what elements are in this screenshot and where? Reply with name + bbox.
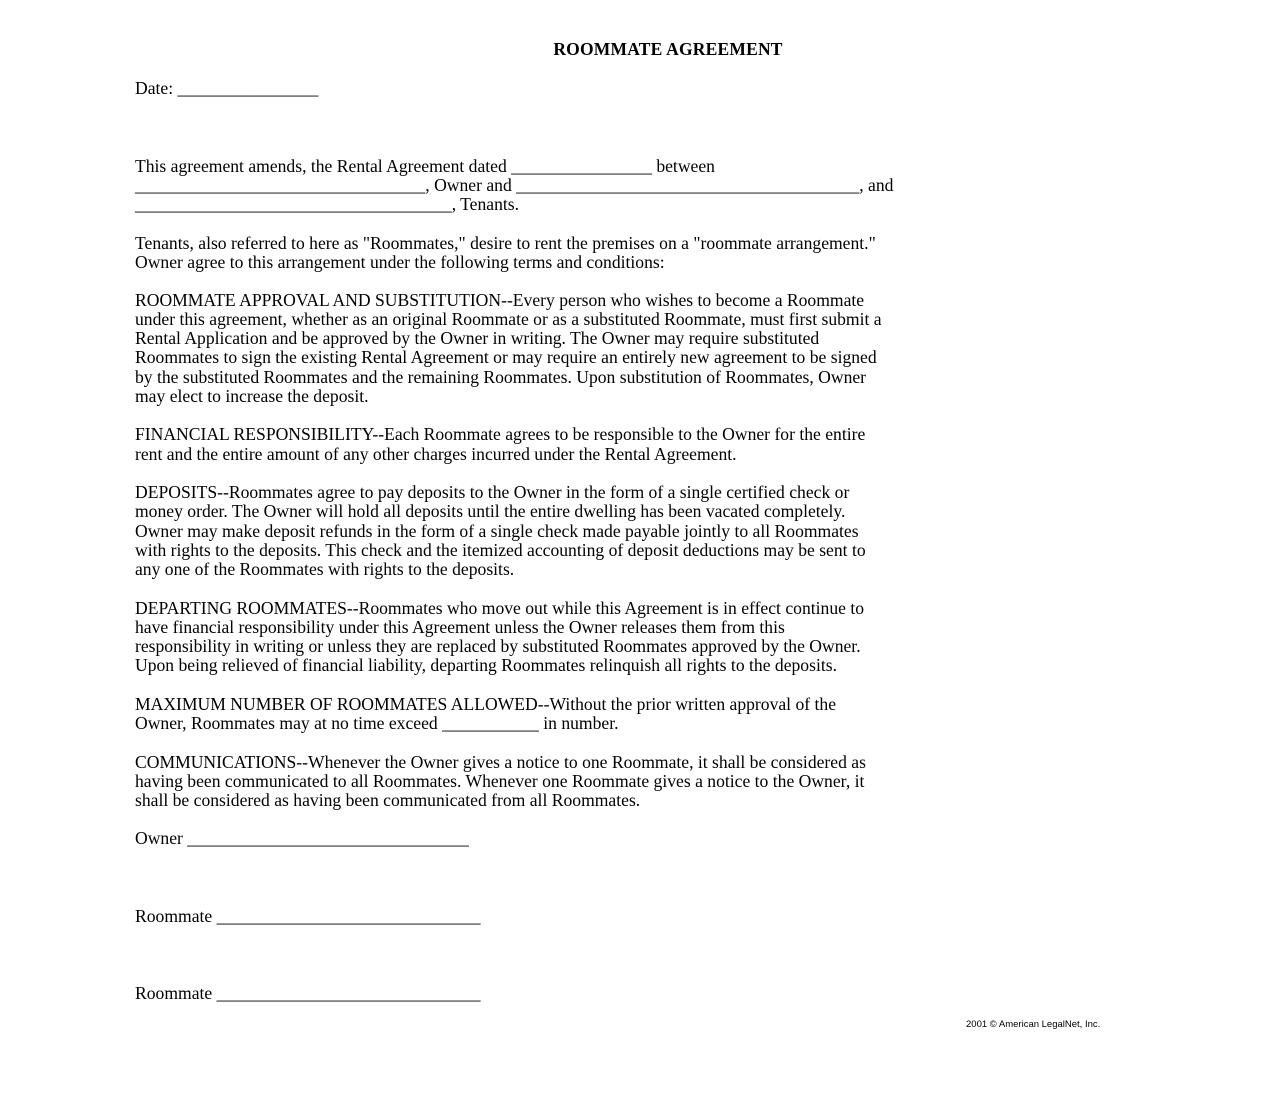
approval-line-2: under this agreement, whether as an original Roommate or as a substituted Roommate, must first submit a	[135, 309, 882, 329]
communications-line-1: COMMUNICATIONS--Whenever the Owner gives a notice to one Roommate, it shall be considered as	[135, 752, 866, 772]
departing-line-3: responsibility in writing or unless they are replaced by substituted Roommates approved by the Owner.	[135, 636, 861, 656]
approval-line-3: Rental Application and be approved by the Owner in writing. The Owner may require substituted	[135, 328, 820, 348]
roommate-signature-line-2: Roommate ______________________________	[135, 983, 481, 1003]
copyright-footer: 2001 © American LegalNet, Inc.	[966, 1019, 1101, 1030]
deposits-line-1: DEPOSITS--Roommates agree to pay deposits to the Owner in the form of a single certified check or	[135, 482, 850, 502]
approval-line-4: Roommates to sign the existing Rental Agreement or may require an entirely new agreement to be signed	[135, 347, 877, 367]
document-title: ROOMMATE AGREEMENT	[553, 39, 783, 59]
deposits-line-4: with rights to the deposits. This check and the itemized accounting of deposit deductions may be sent to	[135, 540, 866, 560]
owner-signature-line: Owner ________________________________	[135, 828, 469, 848]
departing-line-4: Upon being relieved of financial liability, departing Roommates relinquish all rights to the deposits.	[135, 655, 837, 675]
preamble-line-2: Owner agree to this arrangement under the following terms and conditions:	[135, 252, 665, 272]
preamble-line-1: Tenants, also referred to here as "Roommates," desire to rent the premises on a "roommate arrangement."	[135, 233, 876, 253]
approval-line-1: ROOMMATE APPROVAL AND SUBSTITUTION--Every person who wishes to become a Roommate	[135, 290, 865, 310]
intro-line-2: _________________________________, Owner and _______________________________________, and	[135, 175, 894, 195]
deposits-line-5: any one of the Roommates with rights to the deposits.	[135, 559, 515, 579]
departing-line-1: DEPARTING ROOMMATES--Roommates who move out while this Agreement is in effect continue to	[135, 598, 865, 618]
approval-line-5: by the substituted Roommates and the remaining Roommates. Upon substitution of Roommates, Owner	[135, 367, 867, 387]
roommate-signature-line-1: Roommate ______________________________	[135, 906, 481, 926]
intro-line-3: ____________________________________, Tenants.	[135, 194, 520, 214]
date-line: Date: ________________	[135, 78, 319, 98]
deposits-line-3: Owner may make deposit refunds in the form of a single check made payable jointly to all Roommates	[135, 521, 859, 541]
communications-line-3: shall be considered as having been communicated from all Roommates.	[135, 790, 641, 810]
intro-line-1: This agreement amends, the Rental Agreement dated ________________ between	[135, 156, 715, 176]
financial-line-2: rent and the entire amount of any other charges incurred under the Rental Agreement.	[135, 444, 737, 464]
deposits-line-2: money order. The Owner will hold all deposits until the entire dwelling has been vacated completely.	[135, 501, 846, 521]
departing-line-2: have financial responsibility under this Agreement unless the Owner releases them from this	[135, 617, 785, 637]
maximum-line-2: Owner, Roommates may at no time exceed ___________ in number.	[135, 713, 619, 733]
communications-line-2: having been communicated to all Roommates. Whenever one Roommate gives a notice to the Owner, it	[135, 771, 865, 791]
financial-line-1: FINANCIAL RESPONSIBILITY--Each Roommate agrees to be responsible to the Owner for the entire	[135, 424, 866, 444]
maximum-line-1: MAXIMUM NUMBER OF ROOMMATES ALLOWED--Without the prior written approval of the	[135, 694, 837, 714]
approval-line-6: may elect to increase the deposit.	[135, 386, 369, 406]
